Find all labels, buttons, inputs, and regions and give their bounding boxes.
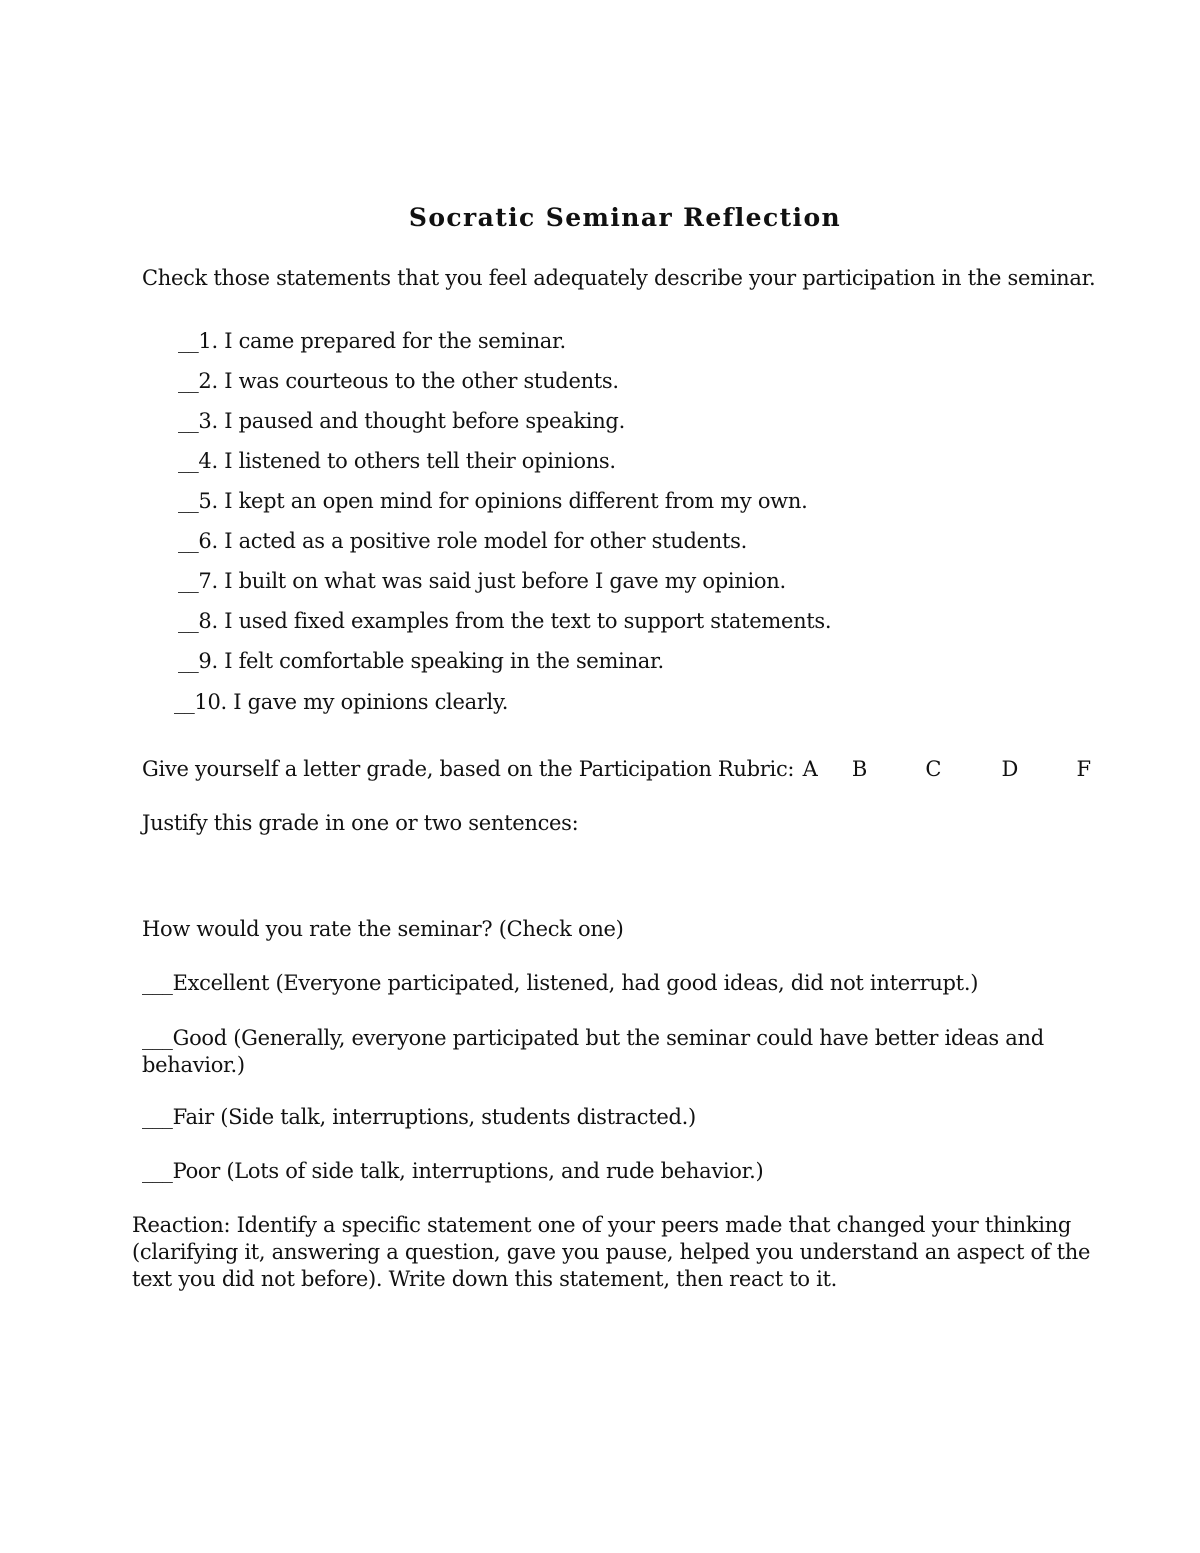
instructions: Check those statements that you feel adequately describe your participation in the seminar. [142, 266, 1096, 290]
grade-option-f[interactable]: F [1076, 757, 1091, 781]
statement-item[interactable]: __9. I felt comfortable speaking in the seminar. [178, 649, 664, 673]
grade-option-a[interactable]: A [802, 757, 818, 781]
grade-row [142, 757, 1091, 781]
statement-item[interactable]: __2. I was courteous to the other students. [178, 369, 619, 393]
rating-option-good[interactable]: ___Good (Generally, everyone participated but the seminar could have better ideas and behavior.) [142, 1026, 1044, 1077]
rating-option-fair[interactable]: ___Fair (Side talk, interruptions, students distracted.) [142, 1105, 696, 1129]
grade-prompt: Give yourself a letter grade, based on the Participation Rubric: [142, 757, 795, 781]
rating-question: How would you rate the seminar? (Check one) [142, 917, 624, 941]
rating-option-poor[interactable]: ___Poor (Lots of side talk, interruptions, and rude behavior.) [142, 1159, 764, 1183]
page-title: Socratic Seminar Reflection [408, 203, 842, 232]
statement-item[interactable]: __1. I came prepared for the seminar. [178, 329, 566, 353]
statement-item[interactable]: __6. I acted as a positive role model for other students. [178, 529, 747, 553]
statement-item[interactable]: __5. I kept an open mind for opinions different from my own. [178, 489, 808, 513]
rating-option-excellent[interactable]: ___Excellent (Everyone participated, listened, had good ideas, did not interrupt.) [142, 971, 979, 995]
statement-item[interactable]: __4. I listened to others tell their opinions. [178, 449, 616, 473]
grade-option-b[interactable]: B [851, 757, 867, 781]
statement-item[interactable]: __3. I paused and thought before speaking. [178, 409, 625, 433]
statement-item[interactable]: __7. I built on what was said just before I gave my opinion. [178, 569, 786, 593]
grade-option-c[interactable]: C [925, 757, 942, 781]
justify-prompt: Justify this grade in one or two sentences: [142, 811, 579, 835]
reaction-prompt: Reaction: Identify a specific statement one of your peers made that changed your thinking (clarifying it, answering a question, gave you pause, helped you understand an aspect of the text you did not before). Write down this statement, then react to it. [132, 1213, 1091, 1291]
statement-item[interactable]: __8. I used fixed examples from the text to support statements. [178, 609, 832, 633]
grade-option-d[interactable]: D [1001, 757, 1019, 781]
statement-item[interactable]: __10. I gave my opinions clearly. [174, 690, 509, 714]
